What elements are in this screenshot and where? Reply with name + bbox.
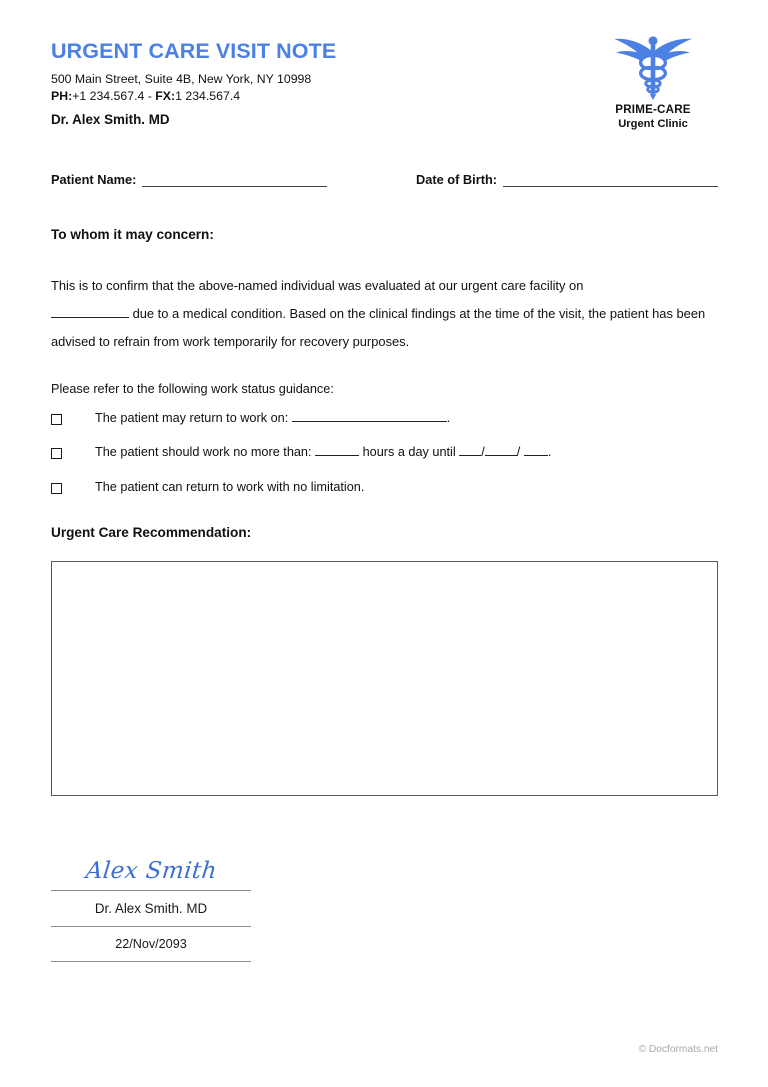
work-status-option-return-date[interactable] — [51, 411, 718, 427]
date-of-birth-label: Date of Birth: — [416, 171, 498, 187]
patient-name-field[interactable] — [51, 172, 356, 187]
checkbox-icon[interactable] — [51, 448, 62, 459]
clinic-name: PRIME-CARE — [615, 103, 691, 116]
checkbox-icon[interactable] — [51, 483, 62, 494]
document-header — [51, 40, 718, 150]
hours-blank[interactable] — [315, 455, 359, 456]
option-label — [95, 411, 450, 427]
option-text-after: . — [446, 411, 451, 425]
patient-fields-row — [51, 172, 718, 196]
patient-name-label: Patient Name: — [51, 171, 137, 187]
practice-contact — [51, 88, 481, 105]
return-date-blank[interactable] — [292, 421, 447, 422]
patient-name-input[interactable] — [142, 172, 327, 187]
salutation: To whom it may concern: — [51, 227, 214, 242]
work-status-option-reduced-hours[interactable] — [51, 445, 718, 461]
until-year-blank[interactable] — [524, 455, 548, 456]
phone-value: +1 234.567.4 — [72, 89, 145, 104]
option-text-before: The patient can return to work with no limitation. — [95, 479, 365, 494]
option-text-before: The patient should work no more than: — [95, 445, 312, 460]
clinic-logo — [594, 34, 712, 132]
option-text-after: . — [547, 445, 552, 460]
date-of-birth-input[interactable] — [503, 172, 718, 187]
until-month-blank[interactable] — [485, 455, 517, 456]
signature-image: Alex Smith — [84, 858, 219, 884]
until-day-blank[interactable] — [459, 455, 481, 456]
practice-address: 500 Main Street, Suite 4B, New York, NY 10998 — [51, 71, 312, 86]
page-title: URGENT CARE VISIT NOTE — [51, 39, 337, 63]
date-slash-2: / — [516, 445, 521, 460]
body-paragraph — [51, 272, 713, 356]
work-status-options — [51, 411, 718, 514]
date-of-birth-field[interactable] — [416, 172, 718, 187]
caduceus-icon — [594, 34, 712, 100]
header-practice-info — [51, 40, 481, 128]
option-text-before: The patient may return to work on: — [95, 411, 289, 425]
clinic-subtitle: Urgent Clinic — [618, 118, 688, 131]
body-text-part2: due to a medical condition. Based on the clinical findings at the time of the visit, the patient has been advised to refrain from work temporarily for recovery purposes. — [51, 306, 706, 349]
signature-block — [51, 860, 251, 962]
visit-date-blank[interactable] — [51, 317, 129, 318]
recommendation-heading: Urgent Care Recommendation: — [51, 525, 252, 540]
option-label — [95, 480, 364, 496]
phone-label: PH: — [51, 89, 73, 104]
option-text-middle: hours a day until — [362, 445, 456, 460]
checkbox-icon[interactable] — [51, 414, 62, 425]
footer-copyright: © Docformats.net — [638, 1044, 718, 1055]
practice-doctor-name: Dr. Alex Smith. MD — [51, 111, 170, 127]
date-slash-1: / — [481, 445, 485, 460]
fax-label: FX: — [155, 89, 176, 104]
signature-date-rule — [51, 961, 251, 962]
signature-name: Dr. Alex Smith. MD — [94, 901, 208, 916]
recommendation-textarea[interactable] — [51, 561, 718, 796]
option-label — [95, 445, 551, 461]
work-status-option-no-limitation[interactable] — [51, 480, 718, 496]
fax-value: 1 234.567.4 — [175, 89, 241, 104]
body-text-part1: This is to confirm that the above-named individual was evaluated at our urgent care facility on — [51, 278, 584, 293]
signature-date: 22/Nov/2093 — [115, 937, 187, 952]
contact-separator: - — [147, 89, 152, 104]
guidance-intro: Please refer to the following work status guidance: — [51, 382, 334, 396]
